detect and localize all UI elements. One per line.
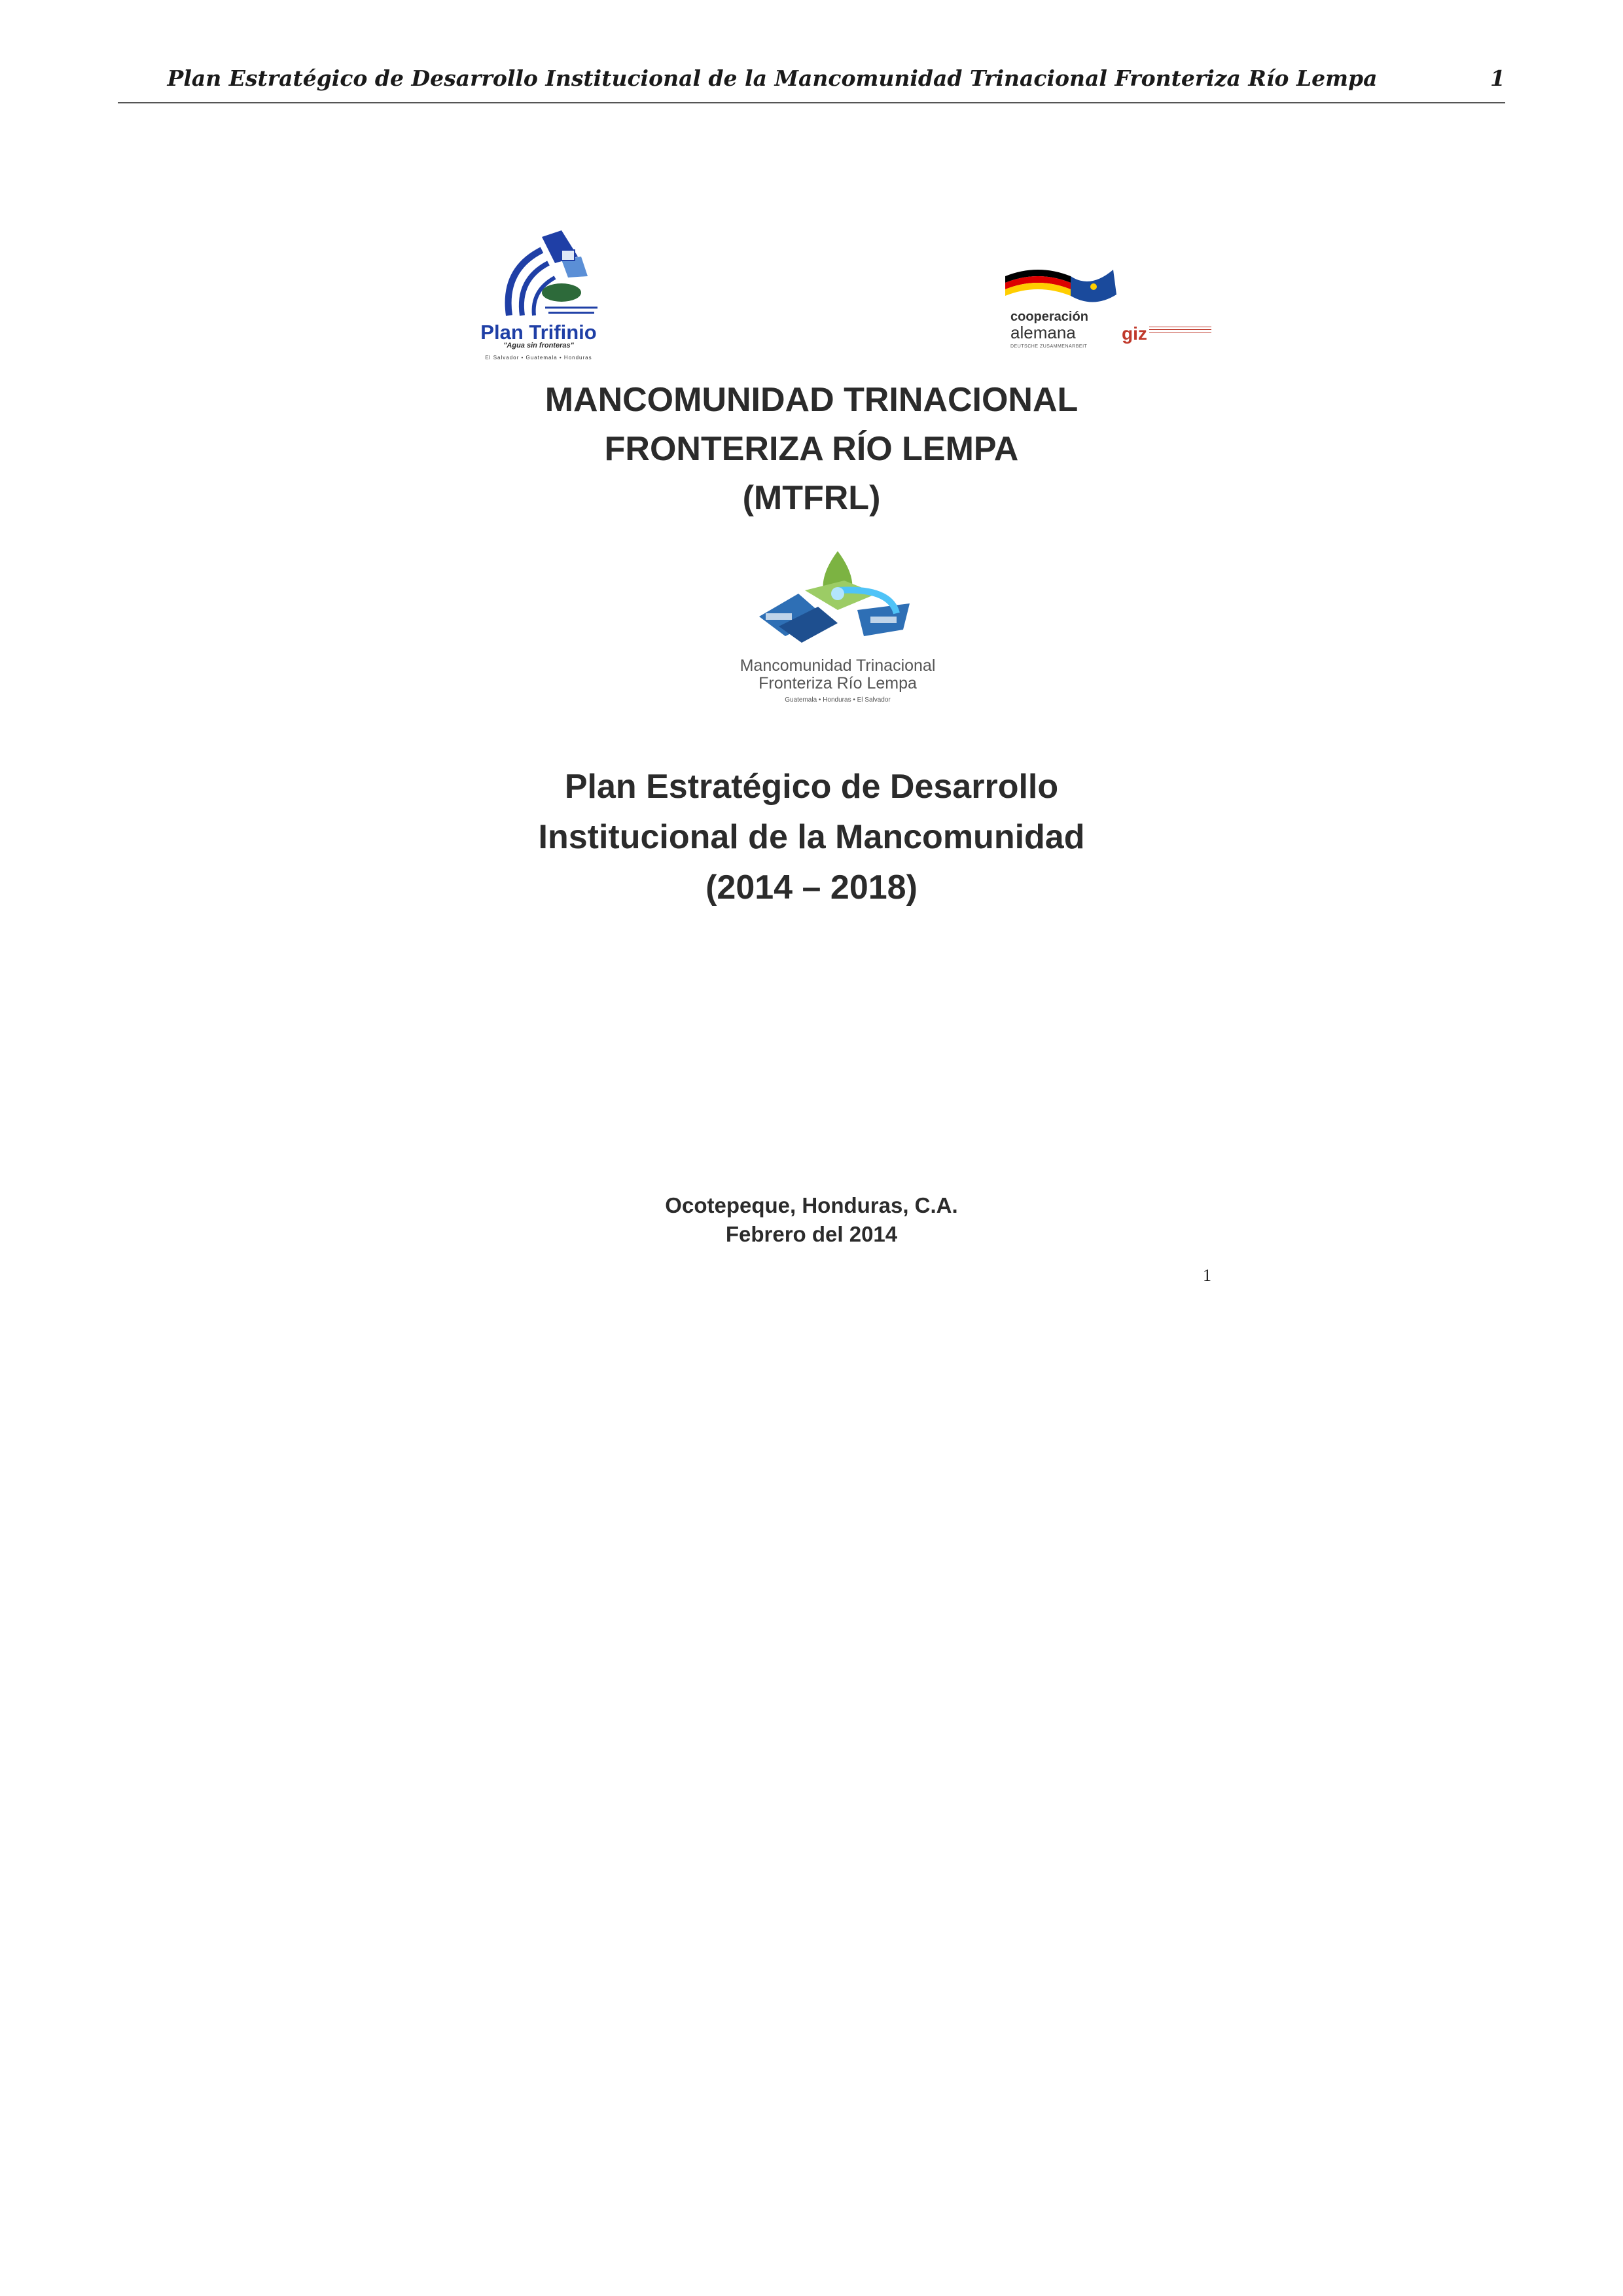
date: Febrero del 2014 — [725, 1222, 898, 1246]
plan-trifinio-slogan: "Agua sin fronteras" — [503, 342, 574, 350]
plan-trifinio-emblem-icon — [463, 230, 614, 322]
organization-title-line3: (MTFRL) — [742, 479, 881, 517]
organization-title-line1: MANCOMUNIDAD TRINACIONAL — [544, 381, 1079, 419]
mtfrl-name-line1: Mancomunidad Trinacional — [740, 656, 936, 675]
cooperacion-alemana-logo — [1005, 270, 1215, 361]
plan-trifinio-logo — [463, 230, 614, 368]
giz-fine-print-icon — [1149, 325, 1211, 332]
running-header-page-number: 1 — [1490, 65, 1505, 91]
place: Ocotepeque, Honduras, C.A. — [665, 1193, 958, 1217]
plan-title-line2: Institucional de la Mancomunidad — [538, 818, 1085, 856]
plan-title-line3: (2014 – 2018) — [705, 869, 918, 906]
mtfrl-name-line2: Fronteriza Río Lempa — [758, 674, 917, 692]
cooperacion-text — [1010, 310, 1088, 350]
plan-trifinio-name: Plan Trifinio — [480, 321, 597, 344]
plan-title — [0, 762, 1623, 913]
german-eu-flag-icon — [1005, 263, 1136, 309]
cooperacion-line2: alemana — [1010, 323, 1076, 342]
plan-title-line1: Plan Estratégico de Desarrollo — [564, 768, 1059, 806]
running-header-title: Plan Estratégico de Desarrollo Institucional de la Mancomunidad Trinacional Fronteriza Río Lempa — [167, 65, 1378, 91]
organization-title — [0, 376, 1623, 523]
mtfrl-emblem-icon — [740, 545, 936, 656]
mtfrl-name — [740, 657, 936, 692]
plan-trifinio-countries: El Salvador • Guatemala • Honduras — [485, 355, 592, 361]
mtfrl-logo — [740, 545, 936, 715]
place-date — [0, 1191, 1623, 1249]
cooperacion-line3: DEUTSCHE ZUSAMMENARBEIT — [1010, 344, 1088, 350]
inner-page-number: 1 — [1203, 1266, 1211, 1285]
organization-title-line2: FRONTERIZA RÍO LEMPA — [604, 430, 1019, 468]
giz-wordmark: giz — [1122, 323, 1147, 344]
running-header — [118, 63, 1505, 103]
cooperacion-line1: cooperación — [1010, 310, 1088, 324]
mtfrl-countries: Guatemala • Honduras • El Salvador — [785, 696, 891, 704]
